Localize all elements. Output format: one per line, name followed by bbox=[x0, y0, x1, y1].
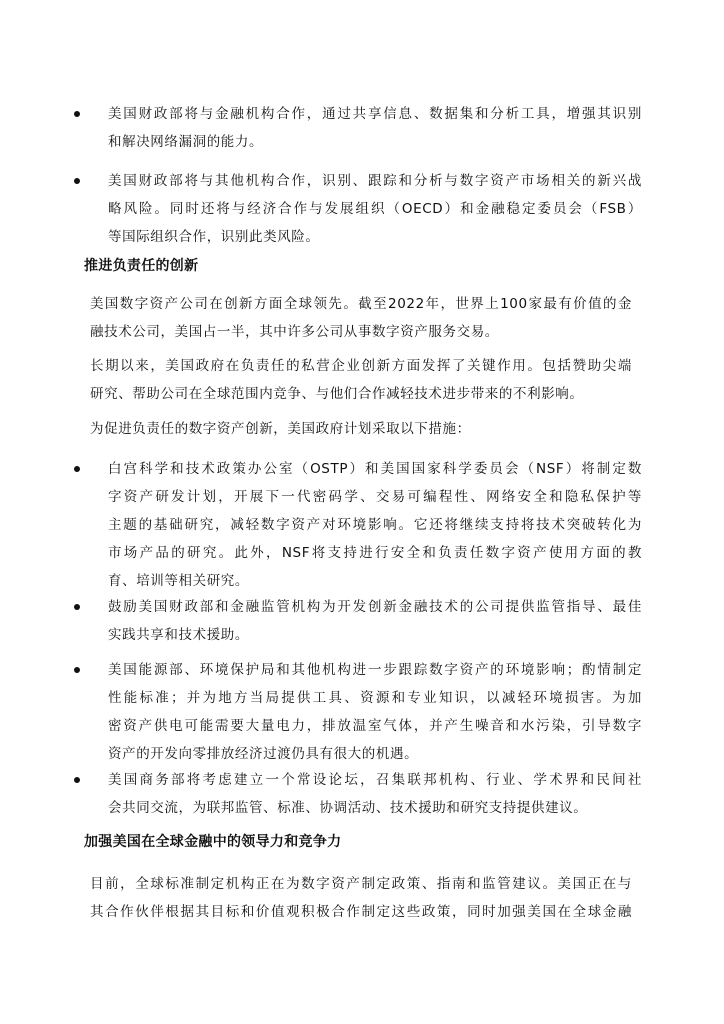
text-line: 美国数字资产公司在创新方面全球领先。截至2022年，世界上100家最有价值的金 bbox=[90, 296, 632, 312]
bullet-icon bbox=[74, 178, 80, 184]
paragraph bbox=[90, 290, 632, 346]
text-line: 略风险。同时还将与经济合作与发展组织（OECD）和金融稳定委员会（FSB） bbox=[108, 201, 642, 217]
text-line: 字资产研发计划，开展下一代密码学、交易可编程性、网络安全和隐私保护等 bbox=[108, 489, 642, 505]
text-line: 为促进负责任的数字资产创新，美国政府计划采取以下措施： bbox=[90, 421, 471, 437]
text-line: 市场产品的研究。此外，NSF将支持进行安全和负责任数字资产使用方面的教 bbox=[108, 545, 642, 561]
paragraph bbox=[90, 415, 632, 443]
bullet-icon bbox=[74, 777, 80, 783]
text-line: 白宫科学和技术政策办公室（OSTP）和美国国家科学委员会（NSF）将制定数 bbox=[108, 461, 642, 477]
section-heading: 推进负责任的创新 bbox=[84, 258, 199, 274]
text-line: 主题的基础研究，减轻数字资产对环境影响。它还将继续支持将技术突破转化为 bbox=[108, 517, 642, 533]
text-line: 育、培训等相关研究。 bbox=[108, 573, 249, 589]
bullet-icon bbox=[74, 667, 80, 673]
text-line: 其合作伙伴根据其目标和价值观积极合作制定这些政策，同时加强美国在全球金融 bbox=[90, 904, 632, 920]
paragraph bbox=[90, 870, 632, 926]
bullet-icon bbox=[74, 604, 80, 610]
text-line: 等国际组织合作，识别此类风险。 bbox=[108, 229, 320, 245]
text-line: 美国财政部将与其他机构合作，识别、跟踪和分析与数字资产市场相关的新兴战 bbox=[108, 173, 642, 189]
text-line: 美国能源部、环境保护局和其他机构进一步跟踪数字资产的环境影响；酌情制定 bbox=[108, 662, 642, 678]
text-line: 长期以来，美国政府在负责任的私营企业创新方面发挥了关键作用。包括赞助尖端 bbox=[90, 358, 632, 374]
text-line: 实践共享和技术援助。 bbox=[108, 627, 249, 643]
text-line: 会共同交流，为联邦监管、标准、协调活动、技术援助和研究支持提供建议。 bbox=[108, 800, 588, 816]
text-line: 密资产供电可能需要大量电力，排放温室气体，并产生噪音和水污染，引导数字 bbox=[108, 718, 642, 734]
text-line: 美国财政部将与金融机构合作，通过共享信息、数据集和分析工具，增强其识别 bbox=[108, 106, 642, 122]
text-line: 融技术公司，美国占一半，其中许多公司从事数字资产服务交易。 bbox=[90, 324, 499, 340]
bullet-icon bbox=[74, 466, 80, 472]
text-line: 研究、帮助公司在全球范围内竞争、与他们合作减轻技术进步带来的不利影响。 bbox=[90, 386, 584, 402]
text-line: 和解决网络漏洞的能力。 bbox=[108, 134, 264, 150]
text-line: 资产的开发向零排放经济过渡仍具有很大的机遇。 bbox=[108, 746, 419, 762]
text-line: 鼓励美国财政部和金融监管机构为开发创新金融技术的公司提供监管指导、最佳 bbox=[108, 599, 642, 615]
paragraph bbox=[90, 352, 632, 408]
text-line: 目前，全球标准制定机构正在为数字资产制定政策、指南和监管建议。美国正在与 bbox=[90, 876, 632, 892]
bullet-icon bbox=[74, 111, 80, 117]
section-heading: 加强美国在全球金融中的领导力和竞争力 bbox=[84, 834, 342, 850]
text-line: 性能标准；并为地方当局提供工具、资源和专业知识，以减轻环境损害。为加 bbox=[108, 690, 642, 706]
text-line: 美国商务部将考虑建立一个常设论坛，召集联邦机构、行业、学术界和民间社 bbox=[108, 772, 642, 788]
